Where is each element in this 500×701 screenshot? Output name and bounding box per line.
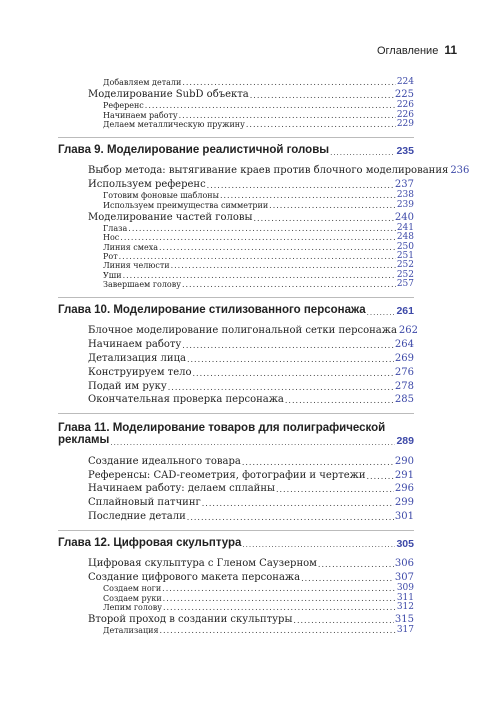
chapter-10	[58, 304, 418, 406]
toc-entry[interactable]: Используем референс ..... 237	[58, 177, 414, 190]
toc-page-number: 296	[394, 483, 414, 495]
toc-page-number: 309	[396, 583, 414, 594]
toc-entry[interactable]: Цифровая скульптура с Гленом Саузерном ..... 306	[58, 556, 414, 569]
toc-entry[interactable]: Конструируем тело ..... 276	[58, 365, 414, 378]
toc-page-number: 236	[450, 165, 470, 177]
toc-page-number: 317	[396, 625, 414, 636]
chapter-title[interactable]: Глава 12. Цифровая скульптура ..... 305	[58, 538, 414, 550]
toc-page-number: 239	[396, 199, 414, 210]
toc-page-number: 250	[396, 241, 414, 252]
toc-entry[interactable]: Начинаем работу ..... 264	[58, 337, 414, 350]
toc-page-number: 305	[396, 537, 414, 550]
toc-page-number: 251	[396, 251, 414, 262]
toc-entry[interactable]: Сплайновый патчинг ..... 299	[58, 495, 414, 508]
toc-page-number: 226	[396, 100, 414, 111]
toc-page-number: 262	[398, 325, 418, 337]
toc-entry[interactable]: Создаем ноги ..... 309	[58, 584, 414, 593]
toc-entry[interactable]: Завершаем голову ..... 257	[58, 280, 414, 289]
toc-page-number: 257	[396, 279, 414, 290]
toc-entry[interactable]: Детализация лица ..... 269	[58, 351, 414, 364]
toc-page-number: 299	[394, 497, 414, 509]
toc-entry[interactable]: Выбор метода: вытягивание краев против блочного моделирования 236	[88, 165, 470, 177]
chapter-divider	[58, 413, 414, 414]
toc-page-number: 252	[396, 269, 414, 280]
chapter-divider	[58, 137, 414, 138]
chapter-12	[58, 538, 414, 635]
toc-entry[interactable]: Начинаем работу: делаем сплайны ..... 296	[58, 482, 414, 495]
toc-page-number: 307	[394, 572, 414, 584]
toc-page-number: 312	[396, 601, 414, 612]
toc-page-number: 269	[394, 353, 414, 365]
toc-entry[interactable]: Моделирование SubD объекта ..... 225	[58, 87, 414, 100]
toc-page-number: 264	[394, 339, 414, 351]
toc-entry[interactable]: Лепим голову ..... 312	[58, 603, 414, 612]
toc-entry[interactable]: Готовим фоновые шаблоны ..... 238	[58, 191, 414, 200]
chapter-title[interactable]: Глава 9. Моделирование реалистичной головы ..... 235	[58, 145, 414, 157]
toc-entry[interactable]: Референсы: CAD-геометрия, фотографии и чертежи ..... 291	[58, 468, 414, 481]
toc-entry[interactable]: Добавляем детали ..... 224	[58, 78, 414, 87]
toc-page-number: 229	[396, 119, 414, 130]
chapter-9	[58, 144, 470, 290]
chapter-title[interactable]: Глава 11. Моделирование товаров для полиграфической рекламы ..... 289	[58, 421, 414, 447]
chapter-divider	[58, 297, 414, 298]
toc-page-number: 237	[394, 179, 414, 191]
toc-page-number: 289	[396, 435, 414, 448]
toc-entry[interactable]: Последние детали ..... 301	[58, 509, 414, 522]
toc-page-number: 285	[394, 394, 414, 406]
toc-entry[interactable]: Рот ..... 251	[58, 252, 414, 261]
toc-page-number: 315	[394, 613, 414, 625]
toc-entry[interactable]: Линия челюсти ..... 252	[58, 261, 414, 270]
toc-page-number: 261	[396, 305, 414, 318]
chapter-11	[58, 421, 414, 521]
toc-entry[interactable]: Блочное моделирование полигональной сетки персонажа 262	[88, 325, 418, 337]
toc-entry[interactable]: Уши ..... 252	[58, 271, 414, 280]
header-page-number: 11	[444, 43, 457, 57]
toc-page-number: 290	[394, 455, 414, 467]
toc-page-number: 241	[396, 222, 414, 233]
toc-page-number: 238	[396, 190, 414, 201]
toc-page-number: 225	[394, 89, 414, 101]
toc-entry[interactable]: Делаем металлическую пружину ..... 229	[58, 120, 414, 129]
toc-entry[interactable]: Детализация ..... 317	[58, 626, 414, 635]
toc-entry[interactable]: Создание цифрового макета персонажа ..... 307	[58, 570, 414, 583]
toc-entry[interactable]: Создание идеального товара ..... 290	[58, 454, 414, 467]
toc-page-number: 301	[394, 510, 414, 522]
toc-entry[interactable]: Используем преимущества симметрии ..... 239	[58, 201, 414, 210]
toc-entry[interactable]: Нос ..... 248	[58, 233, 414, 242]
toc-entry[interactable]: Начинаем работу ..... 226	[58, 111, 414, 120]
chapter-8-tail	[58, 78, 414, 129]
toc-entry[interactable]: Моделирование частей головы ..... 240	[58, 210, 414, 223]
toc-page-number: 278	[394, 380, 414, 392]
toc-entry[interactable]: Создаем руки ..... 311	[58, 593, 414, 602]
toc-entry[interactable]: Второй проход в создании скульптуры ..... 315	[58, 612, 414, 625]
toc-entry[interactable]: Глаза ..... 241	[58, 224, 414, 233]
toc-page-number: 235	[396, 145, 414, 158]
toc-entry[interactable]: Подай им руку ..... 278	[58, 379, 414, 392]
toc-entry[interactable]: Линия смеха ..... 250	[58, 243, 414, 252]
toc-entry[interactable]: Окончательная проверка персонажа ..... 285	[58, 393, 414, 406]
toc-page-number: 224	[396, 77, 414, 88]
chapter-title[interactable]: Глава 10. Моделирование стилизованного персонажа ..... 261	[58, 305, 414, 317]
toc-page-number: 311	[396, 592, 414, 603]
toc-page-number: 252	[396, 260, 414, 271]
section-title: Оглавление	[376, 45, 439, 57]
running-header	[58, 43, 457, 57]
table-of-contents	[58, 77, 470, 636]
toc-page-number: 248	[396, 232, 414, 243]
chapter-divider	[58, 530, 414, 531]
toc-page-number: 291	[394, 469, 414, 481]
toc-page-number: 240	[394, 211, 414, 223]
toc-entry[interactable]: Референс ..... 226	[58, 101, 414, 110]
toc-page-number: 276	[394, 366, 414, 378]
toc-page-number: 226	[396, 109, 414, 120]
toc-page-number: 306	[394, 558, 414, 570]
